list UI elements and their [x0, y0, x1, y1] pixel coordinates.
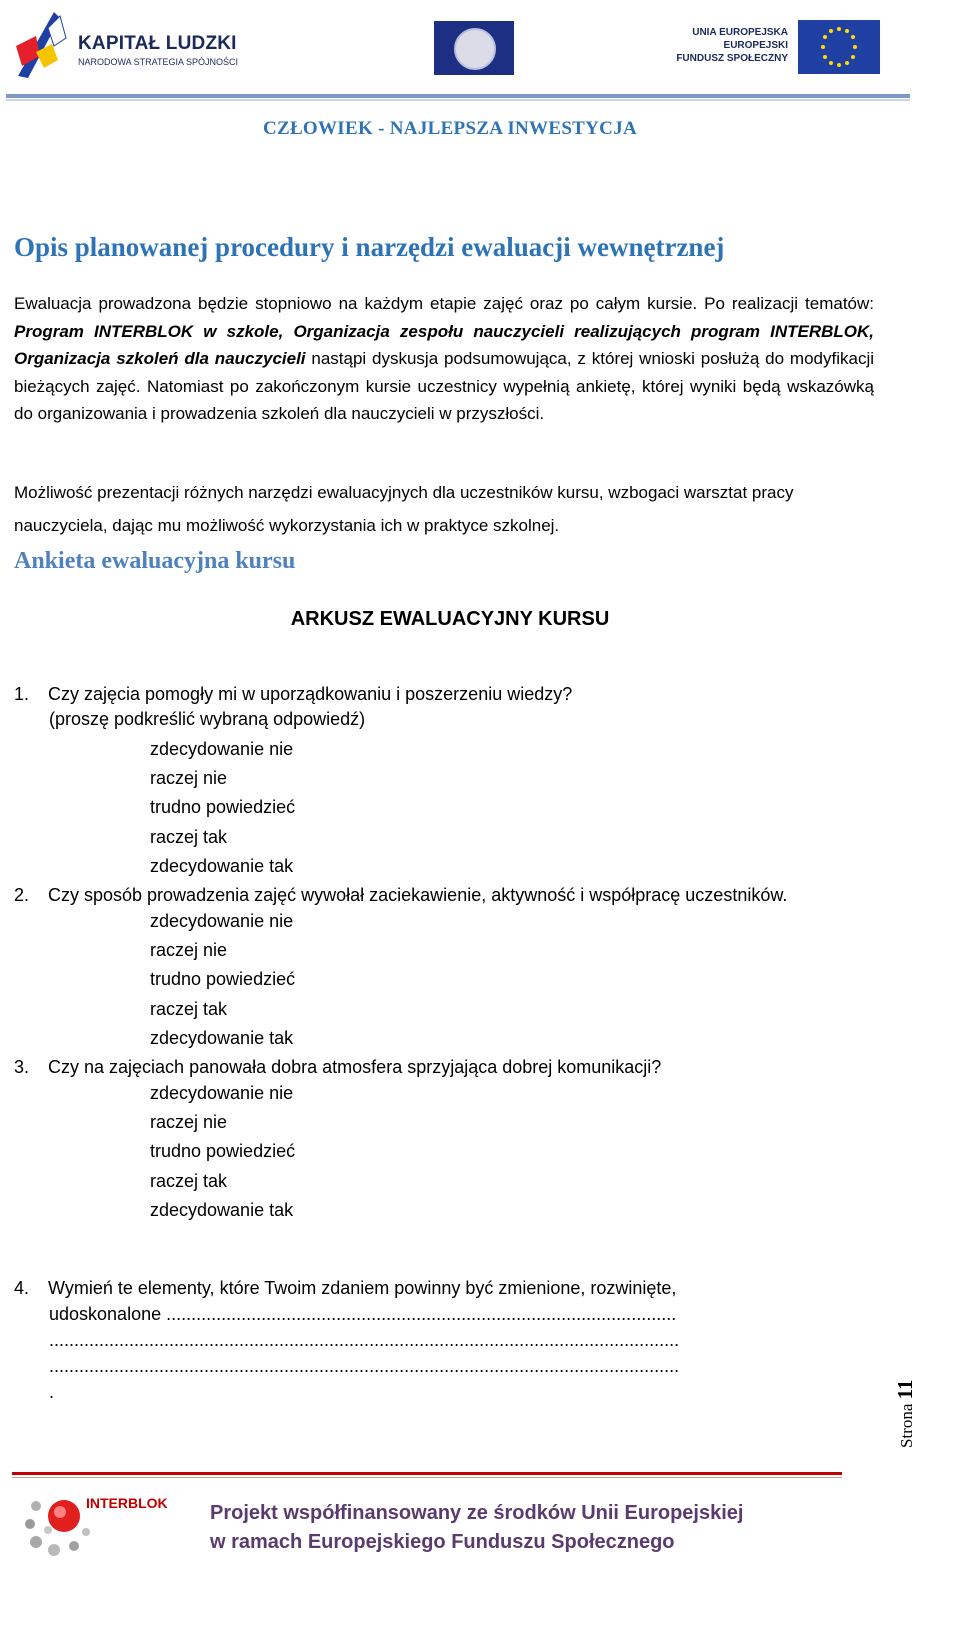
- q1-option-4[interactable]: raczej tak: [150, 827, 228, 847]
- answer-line-4[interactable]: .: [49, 1382, 55, 1402]
- interblok-logo-text: INTERBLOK: [86, 1495, 168, 1511]
- q2-option-3[interactable]: trudno powiedzieć: [150, 969, 296, 989]
- q2-option-1[interactable]: zdecydowanie nie: [150, 911, 294, 931]
- survey-title: Ankieta ewaluacyjna kursu: [14, 548, 296, 574]
- motto-heading: CZŁOWIEK - NAJLEPSZA INWESTYCJA: [262, 118, 638, 139]
- paragraph-2: Możliwość prezentacji różnych narzędzi ewaluacyjnych dla uczestników kursu, wzbogaci warsztat pracy nauczyciela, dając mu możliwość wykorzystania ich w praktyce szkolnej.: [14, 483, 794, 535]
- footer-rule-light: [12, 1477, 842, 1478]
- question-number: 1.: [14, 684, 30, 704]
- question-3: [14, 1057, 661, 1078]
- kapital-ludzki-subtitle: NARODOWA STRATEGIA SPÓJNOŚCI: [78, 57, 239, 67]
- question-text: Wymień te elementy, które Twoim zdaniem powinny być zmienione, rozwinięte,: [48, 1278, 677, 1298]
- q3-option-4[interactable]: raczej tak: [150, 1171, 228, 1191]
- eu-line-2: EUROPEJSKI: [723, 40, 788, 51]
- kapital-ludzki-title: KAPITAŁ LUDZKI: [78, 33, 237, 54]
- eu-flag-icon: [798, 20, 880, 74]
- question-number: 4.: [14, 1278, 30, 1298]
- portrait-icon: [454, 28, 496, 70]
- question-text: Czy sposób prowadzenia zajęć wywołał zaciekawienie, aktywność i współpracę uczestników.: [48, 885, 788, 905]
- q1-option-3[interactable]: trudno powiedzieć: [150, 797, 296, 817]
- interblok-logo: [22, 1488, 172, 1568]
- question-2: [14, 885, 787, 906]
- kapital-ludzki-star-icon: [14, 8, 74, 82]
- page-header: [0, 0, 960, 100]
- q3-option-5[interactable]: zdecydowanie tak: [150, 1200, 294, 1220]
- header-rule: [6, 94, 910, 98]
- q2-option-5[interactable]: zdecydowanie tak: [150, 1028, 294, 1048]
- question-4: [14, 1278, 676, 1299]
- eu-line-3: FUNDUSZ SPOŁECZNY: [676, 53, 788, 64]
- eu-logo-text: [676, 26, 788, 65]
- question-number: 3.: [14, 1057, 30, 1077]
- footer-text: [210, 1499, 743, 1557]
- q3-option-2[interactable]: raczej nie: [150, 1112, 228, 1132]
- answer-line-2[interactable]: ..............................................................................................................................: [49, 1330, 680, 1350]
- page-label: Strona: [897, 1403, 916, 1448]
- q1-option-5[interactable]: zdecydowanie tak: [150, 856, 294, 876]
- question-text: Czy zajęcia pomogły mi w uporządkowaniu i poszerzeniu wiedzy?: [48, 684, 573, 704]
- paragraph-1: [14, 290, 874, 428]
- page-number-value: 11: [893, 1379, 917, 1400]
- portrait-logo: [434, 21, 514, 75]
- paragraph-1-a: Ewaluacja prowadzona będzie stopniowo na każdym etapie zajęć oraz po całym kursie. Po realizacji tematów:: [14, 294, 874, 313]
- footer-line-1: Projekt współfinansowany ze środków Unii Europejskiej: [210, 1502, 744, 1524]
- answer-line-3[interactable]: ..............................................................................................................................: [49, 1356, 680, 1376]
- question-1: [14, 684, 572, 705]
- eu-logo: [676, 20, 880, 76]
- q2-option-2[interactable]: raczej nie: [150, 940, 228, 960]
- question-number: 2.: [14, 885, 30, 905]
- section-title: Opis planowanej procedury i narzędzi ewaluacji wewnętrznej: [14, 232, 725, 262]
- q1-option-2[interactable]: raczej nie: [150, 768, 228, 788]
- q2-option-4[interactable]: raczej tak: [150, 999, 228, 1019]
- q3-option-3[interactable]: trudno powiedzieć: [150, 1141, 296, 1161]
- footer-line-2: w ramach Europejskiego Funduszu Społecznego: [210, 1531, 675, 1553]
- footer-rule: [12, 1472, 842, 1475]
- sheet-title: ARKUSZ EWALUACYJNY KURSU: [290, 608, 610, 630]
- eu-line-1: UNIA EUROPEJSKA: [692, 27, 788, 38]
- q3-option-1[interactable]: zdecydowanie nie: [150, 1083, 294, 1103]
- paragraph-1-topics: Program INTERBLOK w szkole, Organizacja zespołu nauczycieli realizujących program INTERBLOK, Organizacja szkoleń dla nauczycieli: [14, 321, 874, 368]
- question-text: Czy na zajęciach panowała dobra atmosfera sprzyjająca dobrej komunikacji?: [48, 1057, 662, 1077]
- paragraph-1-c: nastąpi dyskusja podsumowująca, z której wnioski posłużą do modyfikacji bieżących zajęć. Natomiast po zakończonym kursie uczestnicy wypełnią ankietę, której wyniki będą wskazówką do organizowania i prowadzenia szkoleń dla nauczycieli w przyszłości.: [14, 349, 875, 423]
- page-number: [893, 1362, 923, 1452]
- header-rule-light: [6, 99, 910, 101]
- answer-line-1[interactable]: udoskonalone ......................................................................................................: [49, 1304, 677, 1324]
- interblok-dots-icon: [22, 1494, 92, 1564]
- page-number-text: [893, 1380, 918, 1448]
- q1-option-1[interactable]: zdecydowanie nie: [150, 739, 294, 759]
- kapital-ludzki-logo: [14, 8, 264, 82]
- question-1-note: (proszę podkreślić wybraną odpowiedź): [49, 709, 366, 729]
